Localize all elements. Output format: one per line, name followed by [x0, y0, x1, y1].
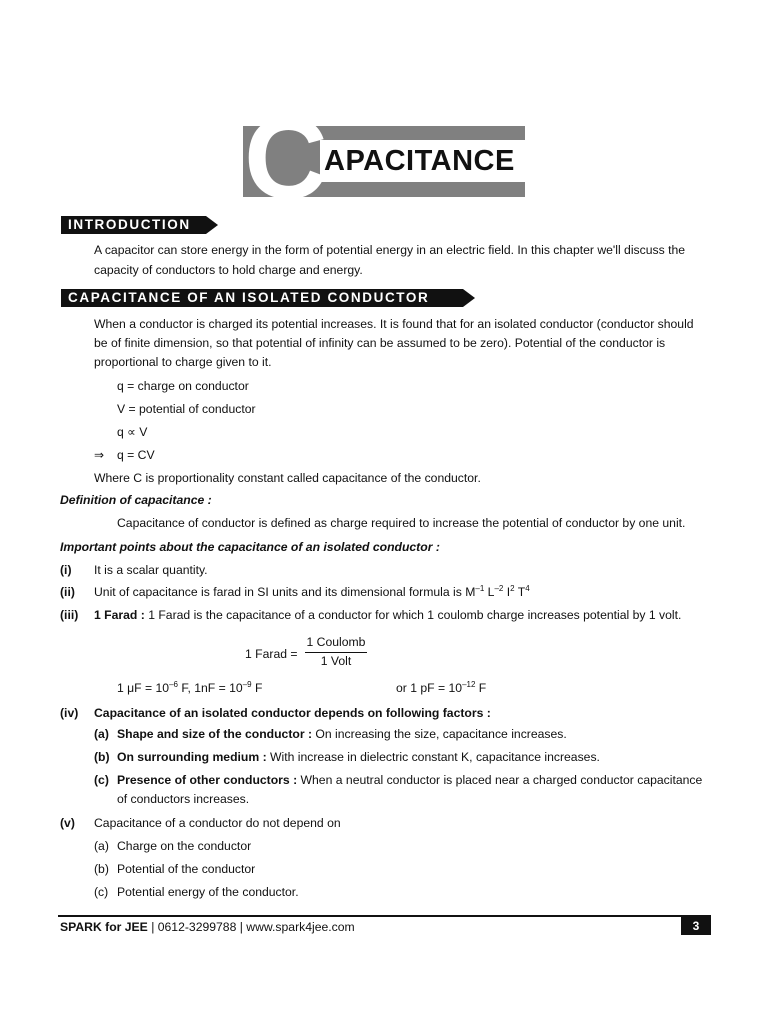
subpoint-shape-size: Shape and size of the conductor : On increasing the size, capacitance increases.: [117, 727, 567, 741]
subpoint-label: (c): [94, 773, 109, 787]
subpoint-label: (b): [94, 862, 109, 876]
point-text-factors: Capacitance of an isolated conductor depends on following factors :: [94, 706, 491, 720]
paragraph-line: Where C is proportionality constant called capacitance of the conductor.: [94, 471, 481, 485]
paragraph-line: proportional to charge given to it.: [94, 355, 272, 369]
units-micro-nano: 1 $\mu F = 10^{-6}$ F, $1nF = 10^{-9}$ F: [117, 680, 263, 695]
subpoint-other-conductors-cont: of conductors increases.: [117, 792, 250, 806]
footer-rule: [58, 915, 711, 917]
important-points-heading: Important points about the capacitance of an isolated conductor :: [60, 540, 440, 554]
subpoint-label: (b): [94, 750, 110, 764]
footer-text: [60, 919, 355, 935]
title-initial: C: [244, 93, 324, 223]
point-text-not-depend: Capacitance of a conductor do not depend on: [94, 816, 341, 830]
point-number: (iv): [60, 706, 79, 720]
section-heading: INTRODUCTION: [68, 217, 191, 232]
footer-brand: SPARK for JEE: [60, 920, 148, 934]
units-pico: or 1 pF = $10^{-12}$ F: [396, 680, 487, 695]
point-number: (iii): [60, 608, 79, 622]
page-number: 3: [681, 917, 711, 935]
subpoint-label: (a): [94, 839, 109, 853]
point-number: (i): [60, 563, 72, 577]
subpoint-other-conductors: Presence of other conductors : When a neutral conductor is placed near a charged conductor capacitance: [117, 773, 703, 787]
paragraph-line: be of finite dimension, so that potential of infinity can be assumed to be zero). Potential of the conductor is: [94, 336, 666, 350]
point-text: It is a scalar quantity.: [94, 563, 208, 577]
definition-text: Capacitance of conductor is defined as charge required to increase the potential of conductor by one unit.: [117, 516, 686, 530]
point-number: (v): [60, 816, 75, 830]
equation-v: V = potential of conductor: [117, 402, 256, 416]
section-heading: CAPACITANCE OF AN ISOLATED CONDUCTOR: [68, 290, 430, 305]
subpoint-label: (c): [94, 885, 109, 899]
equation-q: q = charge on conductor: [117, 379, 249, 393]
equation-q-cv: q = CV: [117, 448, 155, 462]
fraction-numerator: 1 Coulomb: [306, 635, 366, 649]
subpoint-potential: Potential of the conductor: [117, 862, 256, 876]
subpoint-potential-energy: Potential energy of the conductor.: [117, 885, 299, 899]
point-number: (ii): [60, 585, 75, 599]
paragraph-line: A capacitor can store energy in the form of potential energy in an electric field. In this chapter we'll discuss the: [94, 243, 686, 257]
subpoint-surrounding-medium: On surrounding medium : With increase in dielectric constant K, capacitance increases.: [117, 750, 600, 764]
fraction-denominator: 1 Volt: [320, 654, 352, 668]
subpoint-charge: Charge on the conductor: [117, 839, 252, 853]
subpoint-label: (a): [94, 727, 109, 741]
page-title: APACITANCE: [324, 145, 515, 177]
equation-proportional: q ∝ V: [117, 425, 148, 439]
point-text-farad: 1 Farad : 1 Farad is the capacitance of a conductor for which 1 coulomb charge increases potential by 1 volt.: [94, 608, 682, 622]
point-text-dimensional-formula: Unit of capacitance is farad in SI units and its dimensional formula is $M^{-1}$ $L^{-2}$ $I^2$ $T^4$: [94, 584, 530, 599]
definition-heading: Definition of capacitance :: [60, 493, 212, 507]
footer-contact: | 0612-3299788 | www.spark4jee.com: [147, 920, 355, 934]
paragraph-line: When a conductor is charged its potential increases. It is found that for an isolated conductor (conductor should: [94, 317, 694, 331]
paragraph-line: capacity of conductors to hold charge and energy.: [94, 263, 363, 277]
fraction-lhs: 1 Farad =: [245, 647, 298, 661]
implies-symbol: ⇒: [94, 448, 105, 462]
